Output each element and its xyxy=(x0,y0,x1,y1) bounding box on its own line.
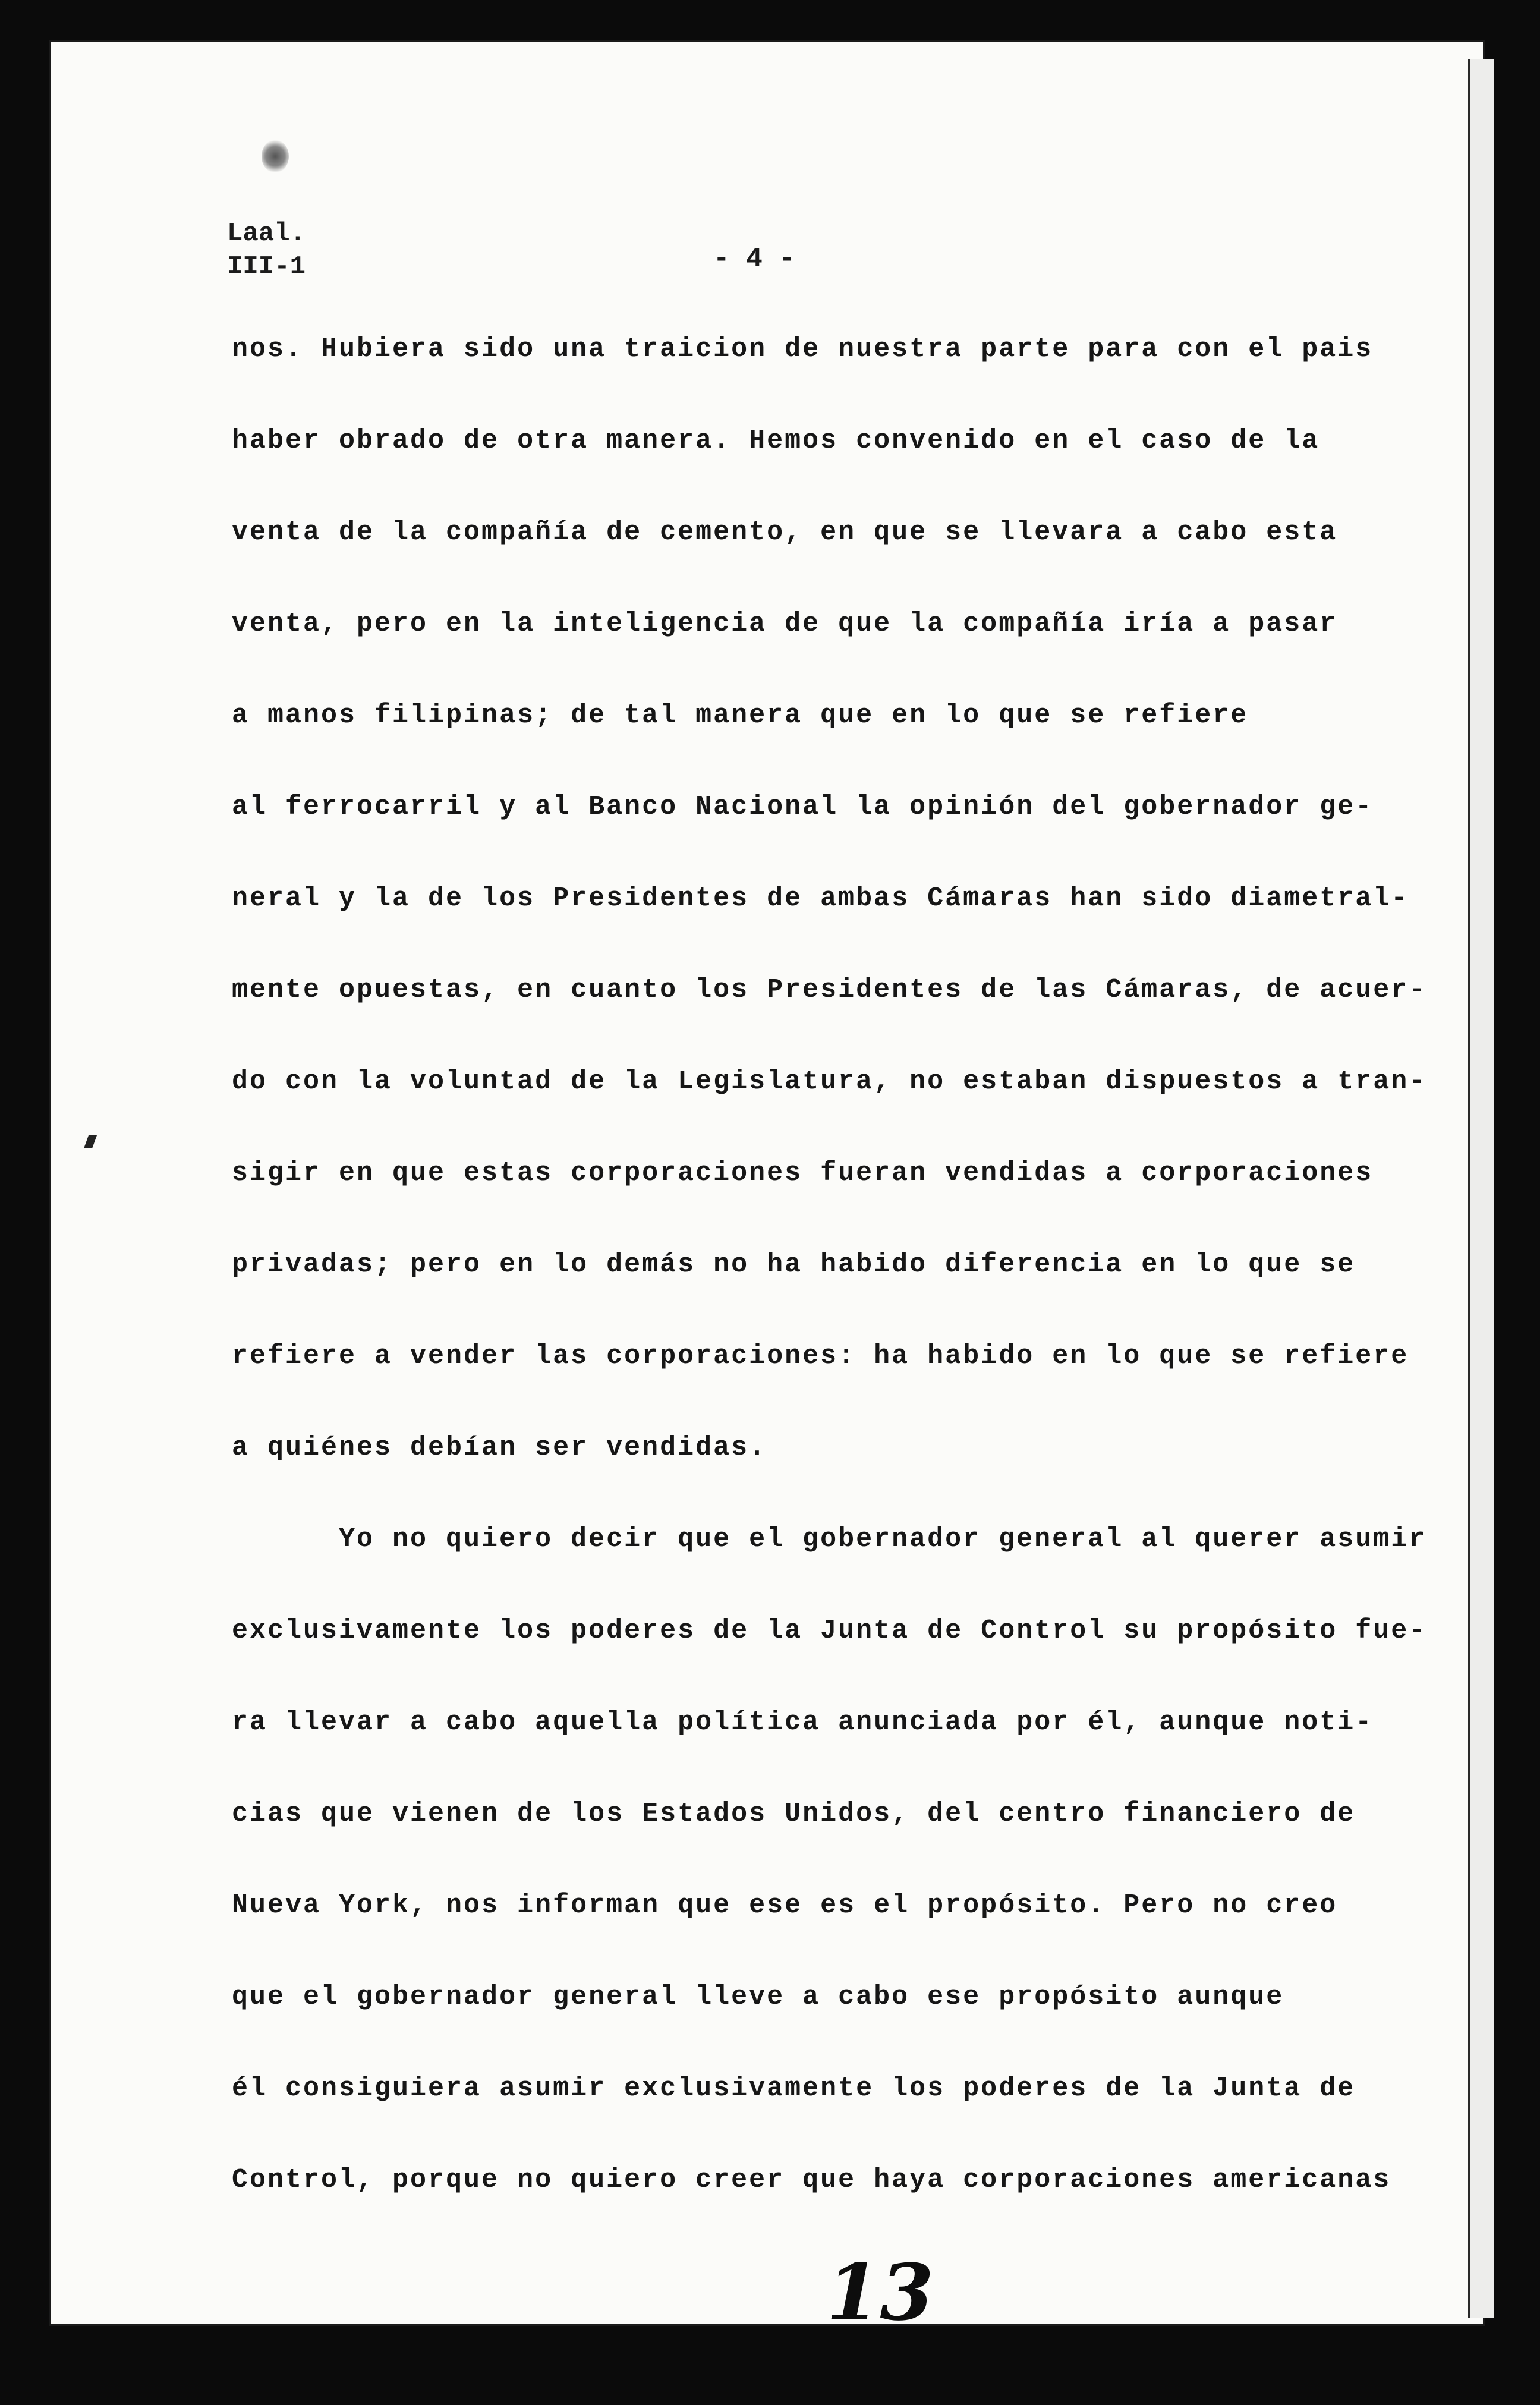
body-line: venta, pero en la inteligencia de que la compañía iría a pasar xyxy=(232,609,1338,639)
body-line: al ferrocarril y al Banco Nacional la opinión del gobernador ge- xyxy=(232,792,1374,822)
document-body xyxy=(232,326,1450,2248)
body-line: cias que vienen de los Estados Unidos, del centro financiero de xyxy=(232,1799,1356,1829)
body-line: neral y la de los Presidentes de ambas Cámaras han sido diametral- xyxy=(232,883,1409,914)
body-line: nos. Hubiera sido una traicion de nuestra parte para con el pais xyxy=(232,334,1374,364)
page-edge xyxy=(1468,59,1494,2318)
reference-line-1: Laal. xyxy=(227,219,306,248)
body-line: a manos filipinas; de tal manera que en lo que se refiere xyxy=(232,700,1249,731)
body-line: sigir en que estas corporaciones fueran vendidas a corporaciones xyxy=(232,1158,1374,1188)
ink-smudge xyxy=(262,140,289,173)
body-line: Control, porque no quiero creer que haya corporaciones americanas xyxy=(232,2165,1391,2195)
body-line: privadas; pero en lo demás no ha habido diferencia en lo que se xyxy=(232,1249,1356,1280)
body-line: haber obrado de otra manera. Hemos convenido en el caso de la xyxy=(232,426,1320,456)
body-line: Nueva York, nos informan que ese es el propósito. Pero no creo xyxy=(232,1890,1338,1921)
body-line: exclusivamente los poderes de la Junta de Control su propósito fue- xyxy=(232,1616,1427,1646)
body-line: do con la voluntad de la Legislatura, no estaban dispuestos a tran- xyxy=(232,1066,1427,1097)
paragraph-first-line: Yo no quiero decir que el gobernador general al querer asumir xyxy=(339,1524,1427,1554)
body-line: venta de la compañía de cemento, en que se llevara a cabo esta xyxy=(232,517,1338,547)
body-line: él consiguiera asumir exclusivamente los poderes de la Junta de xyxy=(232,2073,1356,2104)
handwritten-page-mark: 13 xyxy=(826,2247,934,2338)
reference-code xyxy=(227,217,306,284)
body-line: que el gobernador general lleve a cabo ese propósito aunque xyxy=(232,1982,1284,2012)
reference-line-2: III-1 xyxy=(227,252,306,282)
body-line: mente opuestas, en cuanto los Presidentes de las Cámaras, de acuer- xyxy=(232,975,1427,1005)
body-line: a quiénes debían ser vendidas. xyxy=(232,1433,767,1463)
body-line: refiere a vender las corporaciones: ha habido en lo que se refiere xyxy=(232,1341,1409,1371)
body-line: ra llevar a cabo aquella política anunciada por él, aunque noti- xyxy=(232,1707,1374,1737)
page-number: - 4 - xyxy=(713,244,796,275)
